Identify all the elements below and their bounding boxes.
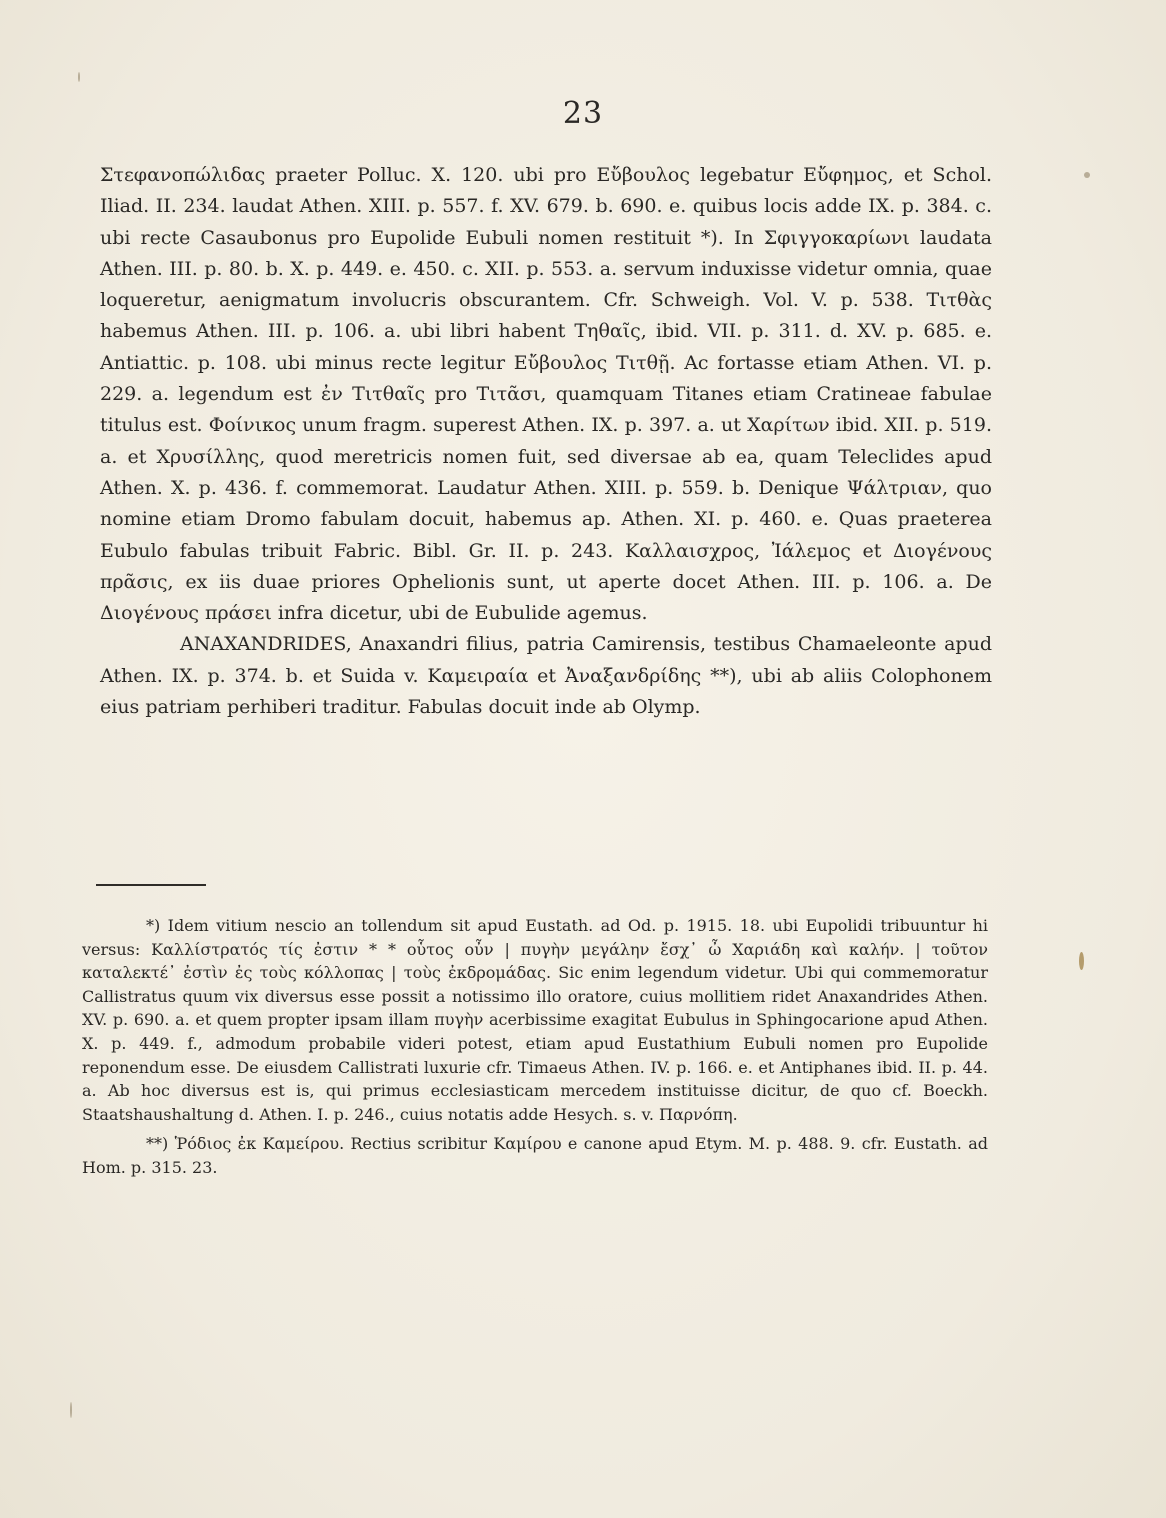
footnotes — [82, 914, 988, 1180]
page-number: 23 — [562, 96, 604, 131]
speck — [70, 1402, 72, 1418]
footnote-2: **) Ῥόδιος ἐκ Καμείρου. Rectius scribitur Καμίρου e canone apud Etym. M. p. 488. 9. cfr. Eustath. ad Hom. p. 315. 23. — [82, 1134, 988, 1177]
footnote-separator — [96, 884, 206, 886]
speck — [1084, 172, 1090, 178]
footnote-1: *) Idem vitium nescio an tollendum sit apud Eustath. ad Od. p. 1915. 18. ubi Eupolidi tribuuntur hi versus: Καλλίστρατός τίς ἐστιν * * οὗτος οὖν | πυγὴν μεγάλην ἔσχ᾽ ὦ Χαριάδη καὶ καλήν. | τοῦτον καταλεκτέ᾽ ἐστὶν ἐς τοὺς κόλλοπας | τοὺς ἐκδρομάδας. Sic enim legendum videtur. Ubi qui commemoratur Callistratus quum vix diversus esse possit a notissimo illo oratore, cuius mollitiem ridet Anaxandrides Athen. XV. p. 690. a. et quem propter ipsam illam πυγὴν acerbissime exagitat Eubulus in Sphingocarione apud Athen. X. p. 449. f., admodum probabile videri potest, etiam apud Eustathium Eubuli nomen pro Eupolide reponendum esse. De eiusdem Callistrati luxurie cfr. Timaeus Athen. IV. p. 166. e. et Antiphanes ibid. II. p. 44. a. Ab hoc diversus est is, qui primus ecclesiasticam mercedem instituisse dicitur, de quo cf. Boeckh. Staatshaushaltung d. Athen. I. p. 246., cuius notatis adde Hesych. s. v. Παρνόπη. — [82, 916, 988, 1124]
speck — [78, 72, 80, 82]
body-paragraph-2: ANAXANDRIDES, Anaxandri filius, patria Camirensis, testibus Chamaeleonte apud Athen. IX. p. 374. b. et Suida v. Καμειραία et Ἀναξανδρίδης **), ubi ab aliis Colophonem eius patriam perhiberi traditur. Fabulas docuit inde ab Olymp. — [100, 633, 992, 719]
speck — [1079, 952, 1084, 970]
body-paragraph-1: Στεφανοπώλιδας praeter Polluc. X. 120. ubi pro Εὔβουλος legebatur Εὔφημος, et Schol. Iliad. II. 234. laudat Athen. XIII. p. 557. f. XV. 679. b. 690. e. quibus locis adde IX. p. 384. c. ubi recte Casaubonus pro Eupolide Eubuli nomen restituit *). In Σφιγγοκαρίωνι laudata Athen. III. p. 80. b. X. p. 449. e. 450. c. XII. p. 553. a. servum induxisse videtur omnia, quae loqueretur, aenigmatum involucris obscurantem. Cfr. Schweigh. Vol. V. p. 538. Τιτθὰς habemus Athen. III. p. 106. a. ubi libri habent Τηθαῖς, ibid. VII. p. 311. d. XV. p. 685. e. Antiattic. p. 108. ubi minus recte legitur Εὔβουλος Τιτθῇ. Ac fortasse etiam Athen. VI. p. 229. a. legendum est ἐν Τιτθαῖς pro Τιτᾶσι, quamquam Titanes etiam Cratineae fabulae titulus est. Φοίνικος unum fragm. superest Athen. IX. p. 397. a. ut Χαρίτων ibid. XII. p. 519. a. et Χρυσίλλης, quod meretricis nomen fuit, sed diversae ab ea, quam Teleclides apud Athen. X. p. 436. f. commemorat. Laudatur Athen. XIII. p. 559. b. Denique Ψάλτριαν, quo nomine etiam Dromo fabulam docuit, habemus ap. Athen. XI. p. 460. e. Quas praeterea Eubulo fabulas tribuit Fabric. Bibl. Gr. II. p. 243. Καλλαισχρος, Ἰάλεμος et Διογένους πρᾶσις, ex iis duae priores Ophelionis sunt, ut aperte docet Athen. III. p. 106. a. De Διογένους πράσει infra dicetur, ubi de Eubulide agemus. — [100, 164, 992, 625]
main-text — [100, 160, 992, 723]
